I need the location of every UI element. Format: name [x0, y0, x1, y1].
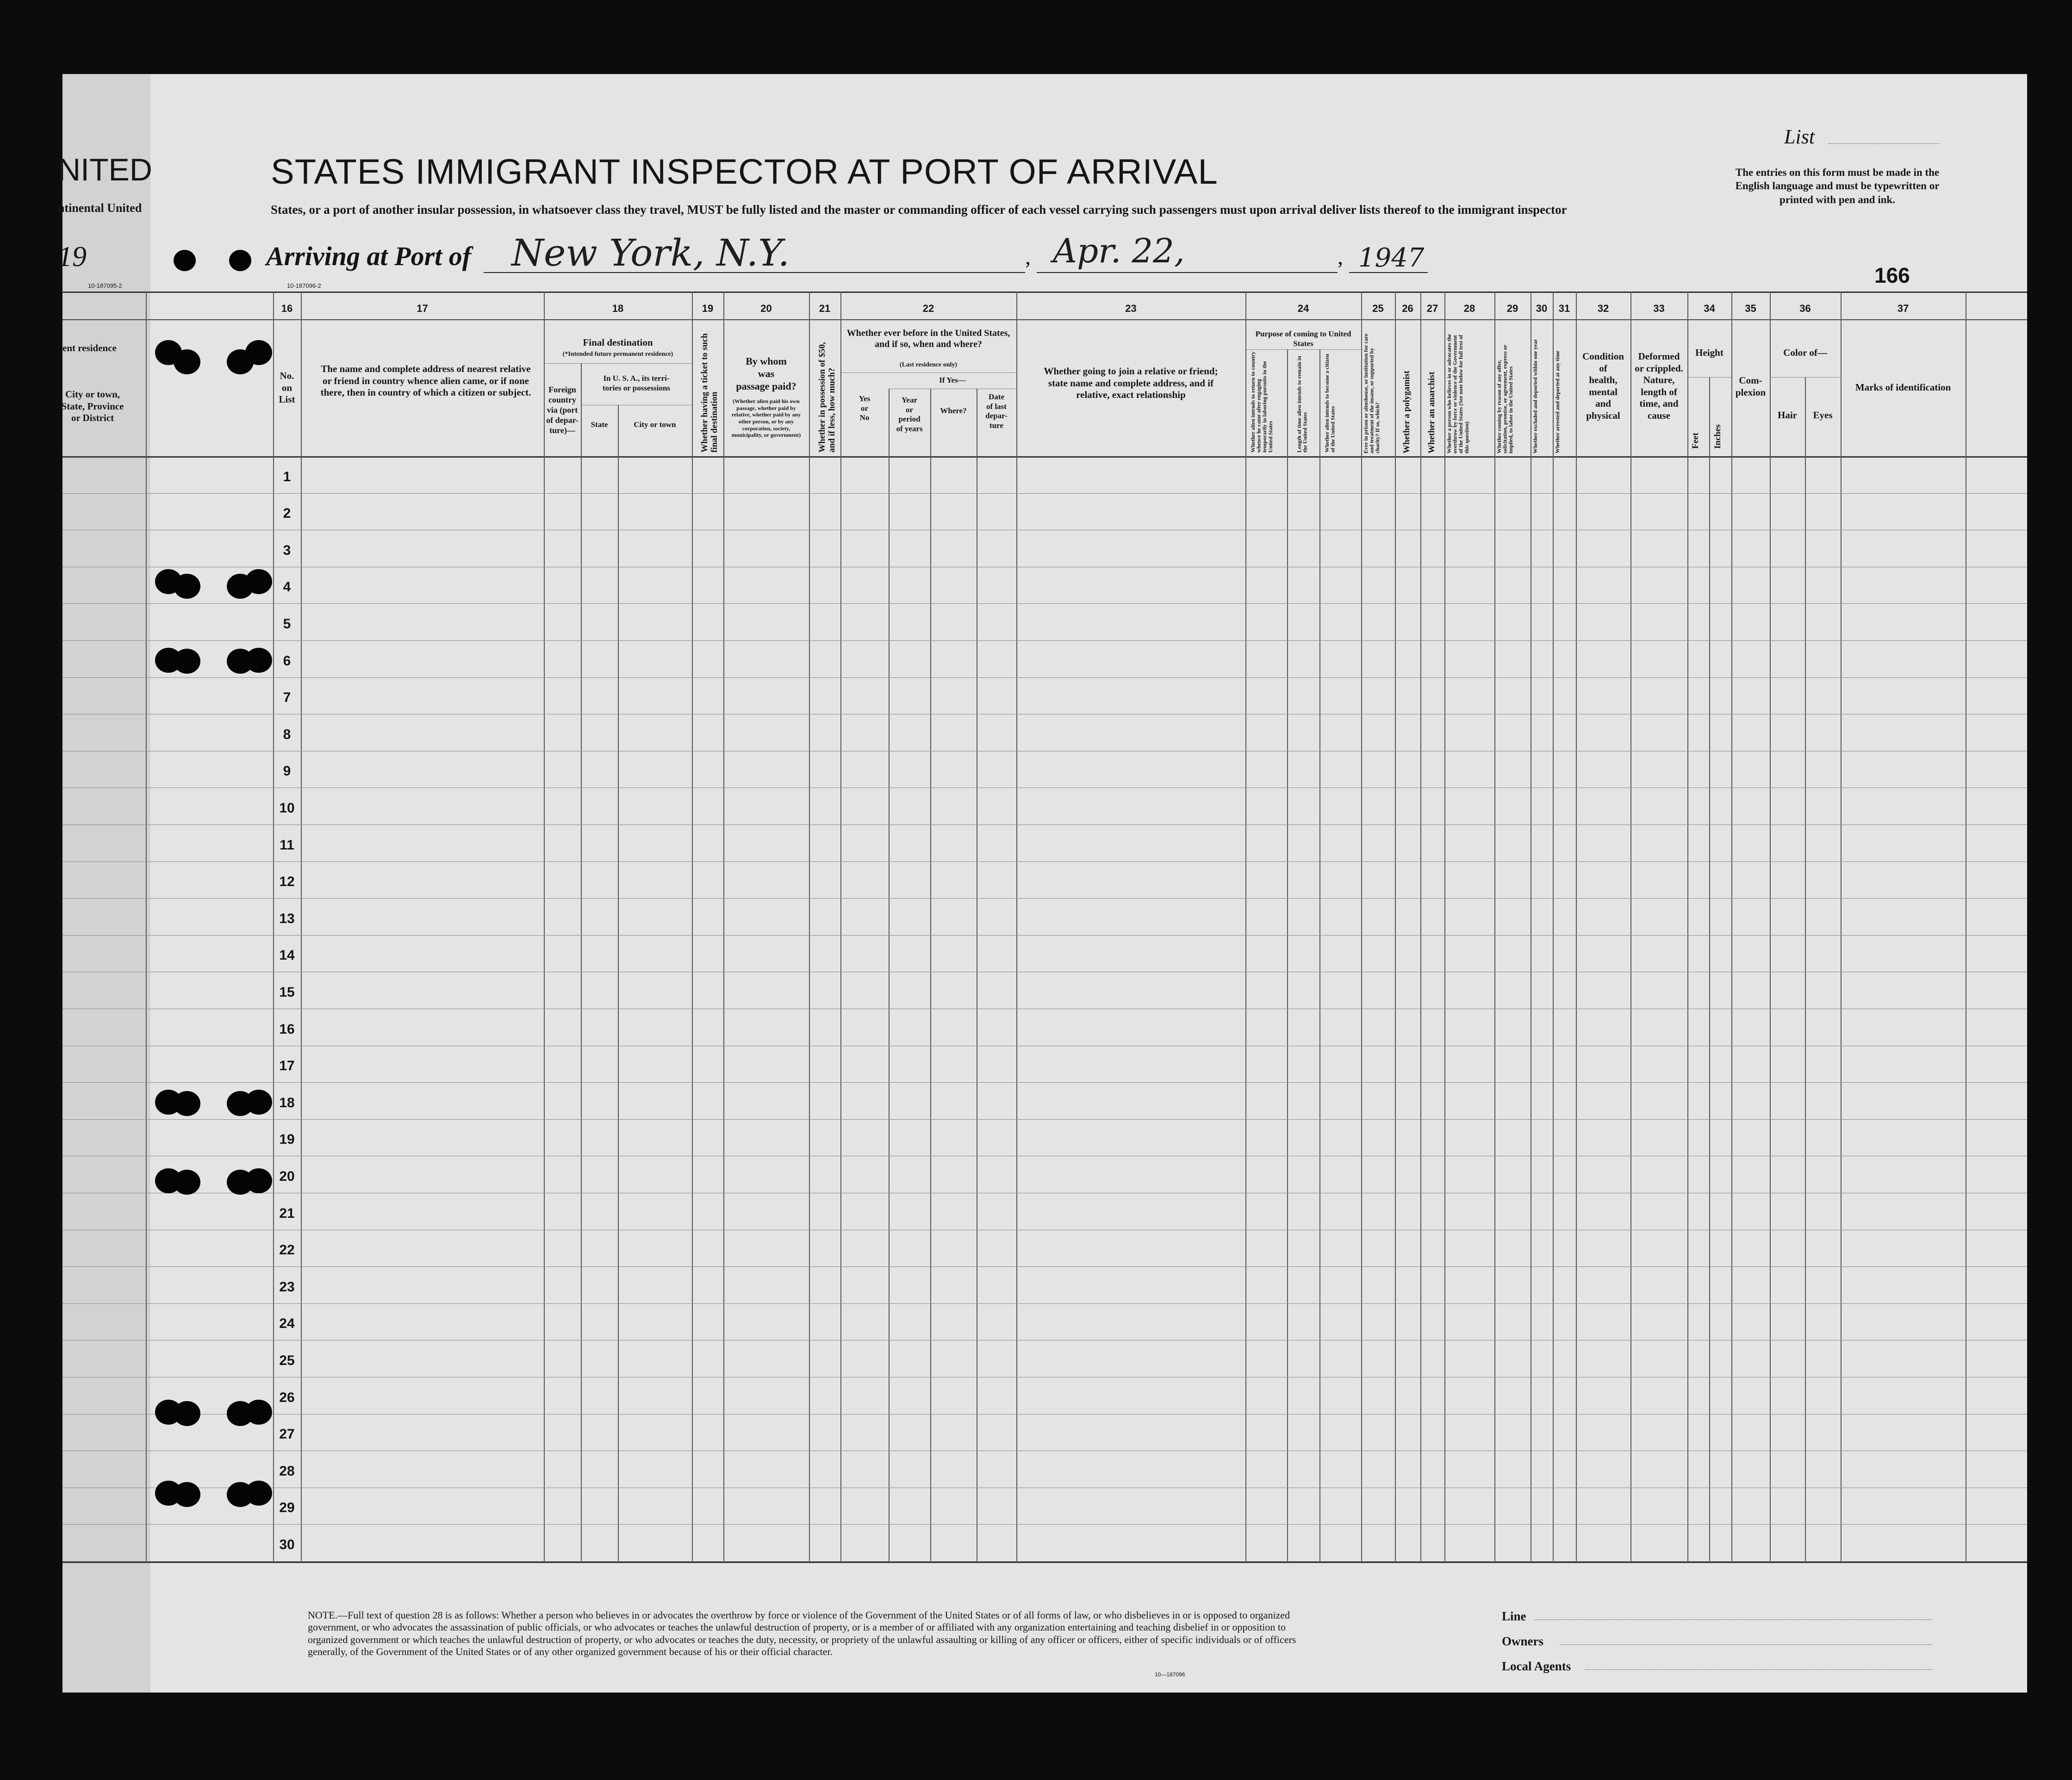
row-number: 1: [283, 469, 291, 484]
header-excluded-deported: Whether excluded and deported within one year: [1532, 339, 1538, 453]
year-handwritten: 1947: [1358, 243, 1425, 273]
header-nearest-relative: The name and complete address of nearest relative or friend in country whence alien came, or if none there, then in country of which a citizen or subject.: [320, 363, 531, 398]
row-number: 13: [279, 911, 295, 926]
row-rule: [62, 677, 2027, 678]
row-number: 4: [283, 579, 291, 595]
row-number: 19: [279, 1132, 295, 1147]
row-rule: [62, 1303, 2027, 1304]
colnum-21: 21: [819, 303, 831, 314]
punch-hole: [245, 1400, 272, 1425]
colnum-37: 37: [1897, 303, 1909, 314]
punch-hole: [174, 1401, 200, 1426]
row-rule: [62, 1082, 2027, 1083]
col-line: [1395, 291, 1396, 1562]
colnum-22: 22: [922, 303, 934, 314]
page-title: STATES IMMIGRANT INSPECTOR AT PORT OF ARRIVAL: [271, 152, 1218, 192]
colnum-18: 18: [612, 303, 624, 314]
header-labor-offer: Whether coming by reason of any offer, solicitation, promise, or agreement, express or implied, to labor in the United States: [1496, 345, 1514, 453]
header-city-town: City or town: [634, 420, 676, 429]
colnum-20: 20: [760, 303, 772, 314]
col-line: [889, 389, 890, 1562]
agents-fill: [1585, 1669, 1932, 1670]
header-usa-territories: In U. S. A., its terri- tories or possessions: [602, 374, 671, 392]
header-deformed: Deformed or crippled. Nature, length of time, and cause: [1635, 351, 1683, 422]
punch-hole: [245, 569, 272, 594]
punch-hole: [245, 648, 272, 673]
header-ever-before-in-us: Whether ever before in the United States, and if so, when and where?: [846, 328, 1010, 350]
header-overthrow: Whether a person who believes in or advocates the overthrow by force or violence of the Government of the United States (See note below for full text of this question): [1446, 334, 1470, 453]
col-line: [1687, 291, 1688, 1562]
punch-hole: [174, 349, 200, 374]
row-number: 23: [279, 1279, 295, 1295]
port-handwritten: New York, N.Y.: [511, 231, 790, 274]
row-number: 16: [279, 1022, 295, 1037]
row-rule: [62, 1561, 2027, 1562]
header-marks-identification: Marks of identification: [1855, 382, 1951, 393]
row-rule: [62, 603, 2027, 604]
form-code-left: 10-187095-2: [88, 282, 122, 289]
col-line: [146, 291, 147, 1562]
col-line: [1770, 291, 1771, 1562]
row-number: 6: [283, 653, 291, 669]
col-line: [809, 291, 810, 1562]
row-rule: [62, 1266, 2027, 1267]
row-number: 10: [279, 800, 295, 816]
rule-24: [1245, 349, 1361, 350]
table-bottom-border: [62, 1562, 2027, 1563]
row-rule: [62, 1524, 2027, 1525]
header-city-province: City or town, State, Province or District: [61, 389, 124, 424]
punch-hole: [174, 1091, 200, 1116]
header-final-destination: Final destination: [583, 337, 653, 348]
header-fifty-dollars: Whether in possession of $50, and if less, how much?: [817, 342, 837, 453]
row-number: 9: [283, 763, 291, 779]
col-line: [1841, 291, 1842, 1562]
row-number: 26: [279, 1390, 295, 1405]
header-height: Height: [1695, 347, 1724, 358]
row-rule: [62, 640, 2027, 641]
header-hair: Hair: [1778, 409, 1797, 421]
row-rule: [62, 898, 2027, 899]
row-number: 17: [279, 1058, 295, 1073]
date-handwritten: Apr. 22,: [1053, 231, 1185, 270]
header-year-period: Year or period of years: [896, 396, 923, 434]
col-line: [1245, 291, 1246, 1562]
row-rule: [62, 493, 2027, 494]
col-line: [723, 291, 724, 1562]
punch-hole: [245, 1090, 272, 1115]
subtitle-left-fragment: ntinental United: [58, 201, 142, 215]
header-purpose-length: Length of time alien intends to remain in the United States: [1296, 356, 1308, 453]
owners-fill: [1560, 1644, 1932, 1645]
question-28-note: NOTE.—Full text of question 28 is as follows: Whether a person who believes in or advocates the overthrow by force or violence of the Government of the United States or of all forms of law, or who disbelieves in or is opposed to organized government, or who advocates the assassination of public officials, or who advocates or teaches the unlawful destruction of property, or is a member of or affiliated with any organization entertaining and teaching disbelief in or opposition to organized government or which teaches the unlawful destruction of property, or who advocates or teaches the duty, necessity, or propriety of the unlawful assaulting or killing of any officer or officers, either of specific individuals or of officers generally, of the Government of the United States or of any other organized government because of his or their official character.: [308, 1609, 1296, 1658]
list-label: List: [1784, 125, 1815, 148]
header-date-last-departure: Date of last depar- ture: [985, 392, 1008, 430]
punch-hole: [229, 250, 251, 271]
col-line: [1731, 291, 1732, 1562]
punch-hole: [245, 1168, 272, 1193]
row-rule: [62, 935, 2027, 936]
row-number: 14: [279, 948, 295, 963]
manifest-sheet: [58, 74, 2027, 1693]
punch-hole: [174, 1170, 200, 1195]
rule-18-a: [544, 363, 692, 364]
row-number: 25: [279, 1353, 295, 1368]
date-fill-line: [1037, 272, 1338, 273]
colnum-34: 34: [1704, 303, 1715, 314]
colnum-19: 19: [702, 303, 714, 314]
row-number: 18: [279, 1095, 295, 1110]
header-eyes: Eyes: [1813, 409, 1833, 421]
colnum-29: 29: [1506, 303, 1518, 314]
owners-label: Owners: [1502, 1634, 1543, 1648]
column-number-rule: [62, 319, 2027, 320]
header-passage-paid: By whom was passage paid?: [736, 355, 796, 392]
table-top-border: [62, 291, 2027, 293]
col-line: [1444, 291, 1445, 1562]
title-left-fragment: NITED: [58, 152, 152, 187]
line-fill: [1534, 1619, 1932, 1620]
col-line: [692, 291, 693, 1562]
header-ticket: Whether having a ticket to such final destination: [700, 333, 719, 453]
col-line: [840, 291, 841, 1562]
row-number: 22: [279, 1242, 295, 1258]
col-line: [930, 389, 931, 1562]
col-line: [1805, 377, 1806, 1562]
punch-hole: [174, 574, 200, 599]
col-line: [581, 363, 582, 1562]
colnum-24: 24: [1297, 303, 1309, 314]
punch-hole: [245, 1481, 272, 1506]
col-line: [544, 291, 545, 1562]
punch-hole: [174, 1482, 200, 1507]
header-no-on-list: No. on List: [279, 370, 295, 405]
colnum-28: 28: [1463, 303, 1475, 314]
sheet-number: 166: [1874, 263, 1910, 287]
header-bottom-border: [62, 456, 2027, 458]
comma-2: ,: [1338, 245, 1343, 269]
header-health: Condition of health, mental and physical: [1582, 351, 1624, 422]
row-number: 8: [283, 727, 291, 742]
row-number: 2: [283, 506, 291, 521]
row-number: 7: [283, 690, 291, 705]
row-rule: [62, 1119, 2027, 1120]
corner-year-fragment: 19: [58, 241, 87, 273]
row-number: 29: [279, 1500, 295, 1515]
colnum-27: 27: [1426, 303, 1438, 314]
header-purpose-return: Whether alien intends to return to country whence he came after engaging temporarily in laboring pursuits in the United States: [1250, 351, 1274, 453]
row-number: 30: [279, 1537, 295, 1552]
colnum-30: 30: [1536, 303, 1548, 314]
col-line: [618, 405, 619, 1562]
header-color-of: Color of—: [1783, 347, 1827, 358]
row-number: 20: [279, 1169, 295, 1184]
row-number: 21: [279, 1206, 295, 1221]
punch-hole: [245, 340, 272, 365]
rule-22-a: [840, 372, 1016, 373]
colnum-16: 16: [281, 303, 293, 314]
col-line: [1494, 291, 1495, 1562]
colnum-35: 35: [1745, 303, 1756, 314]
colnum-25: 25: [1372, 303, 1384, 314]
col-line: [301, 291, 302, 1562]
header-state: State: [591, 420, 608, 429]
header-purpose: Purpose of coming to United States: [1255, 329, 1351, 348]
header-anarchist: Whether an anarchist: [1427, 372, 1437, 453]
arriving-label: Arriving at Port of: [266, 241, 472, 271]
header-complexion: Com- plexion: [1735, 375, 1766, 398]
header-residence: ent residence: [62, 342, 117, 354]
header-polygamist: Whether a polygamist: [1402, 370, 1412, 453]
col-line: [1709, 377, 1710, 1562]
header-inches: Inches: [1713, 424, 1723, 449]
row-number: 27: [279, 1426, 295, 1442]
col-line: [1553, 291, 1554, 1562]
col-line: [1420, 291, 1421, 1562]
row-number: 11: [280, 837, 294, 853]
header-yes-no: Yes or No: [859, 394, 871, 422]
col-line: [1630, 291, 1631, 1562]
row-number: 24: [279, 1316, 295, 1331]
comma-1: ,: [1025, 245, 1031, 269]
colnum-31: 31: [1558, 303, 1570, 314]
col-line: [1287, 349, 1288, 1562]
header-arrested-deported: Whether arrested and deported at any time: [1554, 350, 1561, 453]
header-final-destination-sub: (*Intended future permanent residence): [562, 351, 673, 358]
header-join-relative: Whether going to join a relative or friend; state name and complete address, and if relative, exact relationship: [1044, 366, 1218, 401]
header-ever-before-sub: (Last residence only): [899, 361, 958, 368]
colnum-32: 32: [1597, 303, 1609, 314]
header-feet: Feet: [1691, 433, 1700, 449]
header-if-yes: If Yes—: [939, 376, 966, 385]
form-code-right: 10-187096-2: [287, 282, 321, 289]
subtitle: States, or a port of another insular possession, in whatsoever class they travel, MUST be fully listed and the master or commanding officer of each vessel carrying such passengers must upon arrival deliver lists thereof to the immigrant inspector: [271, 203, 1567, 217]
header-passage-paid-sub: (Whether alien paid his own passage, whether paid by relative, whether paid by any other person, or by any corporation, society, municipality, or government): [731, 398, 801, 439]
colnum-36: 36: [1799, 303, 1811, 314]
colnum-17: 17: [417, 303, 428, 314]
col-line: [1319, 349, 1320, 1562]
row-number: 15: [279, 985, 295, 1000]
colnum-26: 26: [1402, 303, 1413, 314]
colnum-33: 33: [1653, 303, 1665, 314]
punch-hole: [174, 649, 200, 674]
header-foreign-country: Foreign country via (port of depar- ture)—: [546, 385, 579, 435]
row-number: 12: [279, 874, 295, 889]
col-line: [1576, 291, 1577, 1562]
header-prison-almshouse: Ever in prison or almshouse, or institution for care and treatment of the insane, or supported by charity? If so, which?: [1363, 333, 1381, 453]
col-line: [1361, 291, 1362, 1562]
line-label: Line: [1502, 1609, 1526, 1623]
entries-note: The entries on this form must be made in the English language and must be typewritten or printed with pen and ink.: [1735, 167, 1940, 205]
header-purpose-citizen: Whether alien intends to become a citizen of the United States: [1324, 354, 1336, 453]
col-line: [1016, 291, 1017, 1562]
colnum-23: 23: [1125, 303, 1137, 314]
local-agents-label: Local Agents: [1502, 1659, 1571, 1673]
footer-form-code: 10—187096: [1155, 1671, 1185, 1678]
row-number: 3: [283, 543, 291, 558]
row-number: 5: [283, 616, 291, 632]
left-page-edge: [62, 74, 150, 1693]
row-number: 28: [279, 1464, 295, 1479]
punch-hole: [174, 250, 196, 271]
header-where: Where?: [940, 406, 967, 415]
list-fill-line: [1828, 143, 1939, 144]
